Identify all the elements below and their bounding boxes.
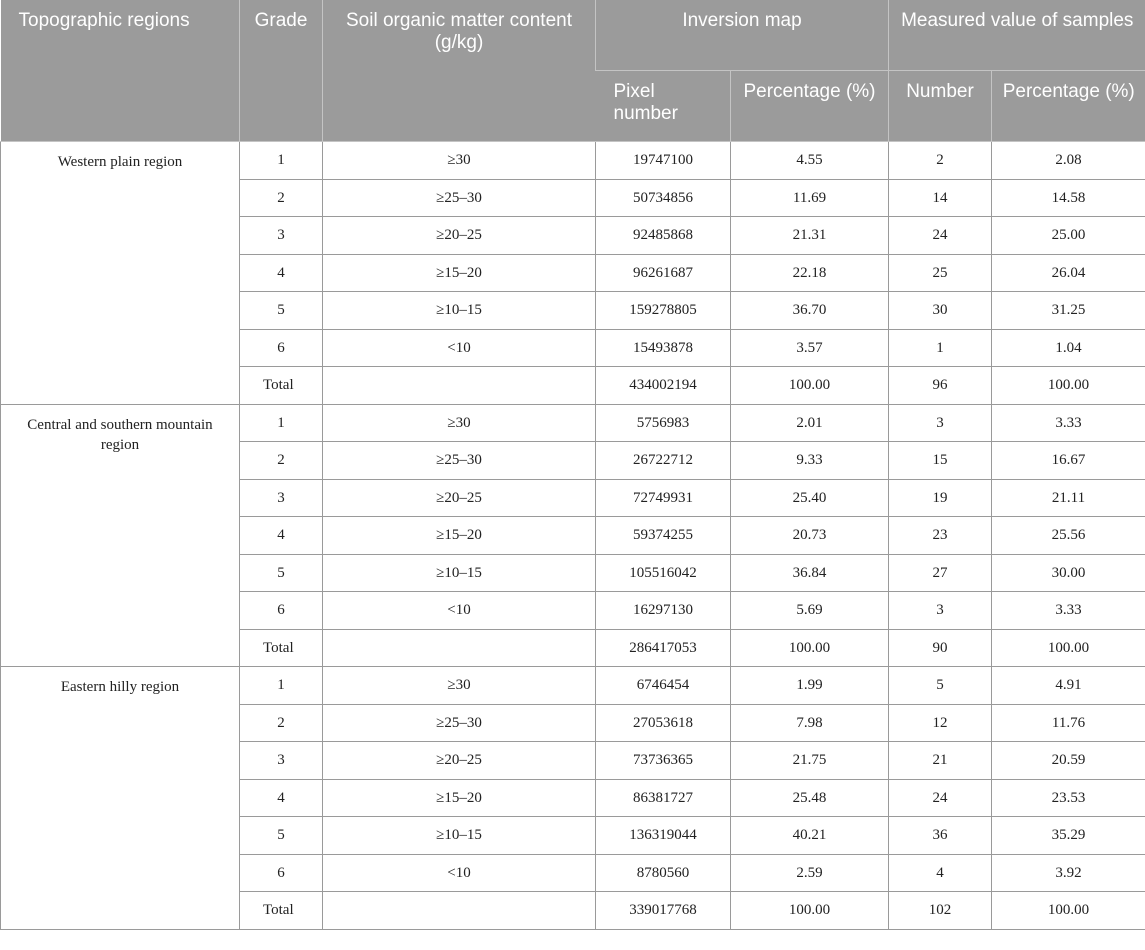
sample-number-cell: 27 — [889, 554, 992, 592]
content-cell: ≥30 — [323, 667, 596, 705]
header-percentage-inversion: Percentage (%) — [731, 71, 889, 142]
pixel-number-cell: 136319044 — [596, 817, 731, 855]
inversion-percentage-cell: 36.84 — [731, 554, 889, 592]
total-label-cell: Total — [240, 629, 323, 667]
pixel-number-cell: 6746454 — [596, 667, 731, 705]
measured-percentage-cell: 4.91 — [992, 667, 1145, 705]
grade-cell: 6 — [240, 329, 323, 367]
total-measured-percentage-cell: 100.00 — [992, 629, 1145, 667]
grade-cell: 2 — [240, 442, 323, 480]
inversion-percentage-cell: 9.33 — [731, 442, 889, 480]
region-name-cell: Central and southern mountain region — [1, 404, 240, 667]
measured-percentage-cell: 25.56 — [992, 517, 1145, 555]
pixel-number-cell: 72749931 — [596, 479, 731, 517]
inversion-percentage-cell: 2.59 — [731, 854, 889, 892]
grade-cell: 6 — [240, 592, 323, 630]
table-row — [1, 667, 1145, 705]
measured-percentage-cell: 23.53 — [992, 779, 1145, 817]
header-grade: Grade — [240, 0, 323, 142]
pixel-number-cell: 159278805 — [596, 292, 731, 330]
header-number: Number — [889, 71, 992, 142]
pixel-number-cell: 59374255 — [596, 517, 731, 555]
inversion-percentage-cell: 1.99 — [731, 667, 889, 705]
inversion-percentage-cell: 11.69 — [731, 179, 889, 217]
grade-cell: 2 — [240, 704, 323, 742]
grade-cell: 1 — [240, 404, 323, 442]
grade-cell: 4 — [240, 517, 323, 555]
pixel-number-cell: 105516042 — [596, 554, 731, 592]
header-pixel-number: Pixel number — [596, 71, 731, 142]
total-content-cell — [323, 892, 596, 930]
pixel-number-cell: 15493878 — [596, 329, 731, 367]
content-cell: ≥25–30 — [323, 704, 596, 742]
grade-cell: 5 — [240, 554, 323, 592]
measured-percentage-cell: 1.04 — [992, 329, 1145, 367]
measured-percentage-cell: 26.04 — [992, 254, 1145, 292]
measured-percentage-cell: 31.25 — [992, 292, 1145, 330]
grade-cell: 4 — [240, 779, 323, 817]
total-sample-number-cell: 90 — [889, 629, 992, 667]
sample-number-cell: 3 — [889, 404, 992, 442]
inversion-percentage-cell: 5.69 — [731, 592, 889, 630]
header-topographic-regions: Topographic regions — [1, 0, 240, 142]
grade-cell: 3 — [240, 479, 323, 517]
sample-number-cell: 24 — [889, 217, 992, 255]
header-measured-value: Measured value of samples — [889, 0, 1145, 71]
total-sample-number-cell: 96 — [889, 367, 992, 405]
header-percentage-measured: Percentage (%) — [992, 71, 1145, 142]
region-name-cell: Western plain region — [1, 142, 240, 405]
measured-percentage-cell: 20.59 — [992, 742, 1145, 780]
sample-number-cell: 3 — [889, 592, 992, 630]
pixel-number-cell: 19747100 — [596, 142, 731, 180]
content-cell: ≥15–20 — [323, 254, 596, 292]
inversion-percentage-cell: 36.70 — [731, 292, 889, 330]
pixel-number-cell: 96261687 — [596, 254, 731, 292]
pixel-number-cell: 73736365 — [596, 742, 731, 780]
inversion-percentage-cell: 7.98 — [731, 704, 889, 742]
content-cell: <10 — [323, 854, 596, 892]
content-cell: <10 — [323, 592, 596, 630]
measured-percentage-cell: 30.00 — [992, 554, 1145, 592]
pixel-number-cell: 86381727 — [596, 779, 731, 817]
sample-number-cell: 21 — [889, 742, 992, 780]
grade-cell: 1 — [240, 667, 323, 705]
measured-percentage-cell: 3.33 — [992, 592, 1145, 630]
sample-number-cell: 30 — [889, 292, 992, 330]
total-inversion-percentage-cell: 100.00 — [731, 367, 889, 405]
total-inversion-percentage-cell: 100.00 — [731, 892, 889, 930]
measured-percentage-cell: 3.92 — [992, 854, 1145, 892]
pixel-number-cell: 26722712 — [596, 442, 731, 480]
total-pixel-number-cell: 434002194 — [596, 367, 731, 405]
content-cell: ≥30 — [323, 142, 596, 180]
grade-cell: 1 — [240, 142, 323, 180]
measured-percentage-cell: 11.76 — [992, 704, 1145, 742]
content-cell: ≥20–25 — [323, 479, 596, 517]
grade-cell: 5 — [240, 292, 323, 330]
total-measured-percentage-cell: 100.00 — [992, 367, 1145, 405]
pixel-number-cell: 27053618 — [596, 704, 731, 742]
sample-number-cell: 12 — [889, 704, 992, 742]
content-cell: ≥10–15 — [323, 554, 596, 592]
content-cell: ≥30 — [323, 404, 596, 442]
measured-percentage-cell: 21.11 — [992, 479, 1145, 517]
sample-number-cell: 19 — [889, 479, 992, 517]
measured-percentage-cell: 25.00 — [992, 217, 1145, 255]
header-som-content: Soil organic matter content (g/kg) — [323, 0, 596, 142]
content-cell: ≥15–20 — [323, 517, 596, 555]
inversion-percentage-cell: 25.40 — [731, 479, 889, 517]
inversion-percentage-cell: 4.55 — [731, 142, 889, 180]
total-measured-percentage-cell: 100.00 — [992, 892, 1145, 930]
content-cell: ≥10–15 — [323, 817, 596, 855]
inversion-percentage-cell: 22.18 — [731, 254, 889, 292]
header-inversion-map: Inversion map — [596, 0, 889, 71]
total-content-cell — [323, 629, 596, 667]
pixel-number-cell: 8780560 — [596, 854, 731, 892]
inversion-percentage-cell: 25.48 — [731, 779, 889, 817]
content-cell: ≥20–25 — [323, 217, 596, 255]
pixel-number-cell: 16297130 — [596, 592, 731, 630]
sample-number-cell: 5 — [889, 667, 992, 705]
table-row — [1, 404, 1145, 442]
total-inversion-percentage-cell: 100.00 — [731, 629, 889, 667]
sample-number-cell: 25 — [889, 254, 992, 292]
total-label-cell: Total — [240, 367, 323, 405]
sample-number-cell: 4 — [889, 854, 992, 892]
content-cell: ≥25–30 — [323, 179, 596, 217]
sample-number-cell: 23 — [889, 517, 992, 555]
measured-percentage-cell: 3.33 — [992, 404, 1145, 442]
measured-percentage-cell: 16.67 — [992, 442, 1145, 480]
grade-cell: 3 — [240, 217, 323, 255]
pixel-number-cell: 50734856 — [596, 179, 731, 217]
inversion-percentage-cell: 40.21 — [731, 817, 889, 855]
total-sample-number-cell: 102 — [889, 892, 992, 930]
grade-cell: 2 — [240, 179, 323, 217]
table-row — [1, 142, 1145, 180]
region-name-cell: Eastern hilly region — [1, 667, 240, 930]
measured-percentage-cell: 2.08 — [992, 142, 1145, 180]
sample-number-cell: 24 — [889, 779, 992, 817]
inversion-percentage-cell: 20.73 — [731, 517, 889, 555]
sample-number-cell: 15 — [889, 442, 992, 480]
pixel-number-cell: 5756983 — [596, 404, 731, 442]
table-body — [1, 142, 1145, 930]
measured-percentage-cell: 35.29 — [992, 817, 1145, 855]
inversion-percentage-cell: 21.75 — [731, 742, 889, 780]
table-header — [1, 0, 1145, 142]
sample-number-cell: 36 — [889, 817, 992, 855]
sample-number-cell: 2 — [889, 142, 992, 180]
measured-percentage-cell: 14.58 — [992, 179, 1145, 217]
total-pixel-number-cell: 339017768 — [596, 892, 731, 930]
content-cell: ≥15–20 — [323, 779, 596, 817]
grade-cell: 3 — [240, 742, 323, 780]
total-content-cell — [323, 367, 596, 405]
content-cell: ≥25–30 — [323, 442, 596, 480]
inversion-percentage-cell: 21.31 — [731, 217, 889, 255]
inversion-percentage-cell: 3.57 — [731, 329, 889, 367]
total-label-cell: Total — [240, 892, 323, 930]
content-cell: ≥10–15 — [323, 292, 596, 330]
content-cell: <10 — [323, 329, 596, 367]
grade-cell: 5 — [240, 817, 323, 855]
sample-number-cell: 14 — [889, 179, 992, 217]
grade-cell: 6 — [240, 854, 323, 892]
sample-number-cell: 1 — [889, 329, 992, 367]
total-pixel-number-cell: 286417053 — [596, 629, 731, 667]
grade-cell: 4 — [240, 254, 323, 292]
content-cell: ≥20–25 — [323, 742, 596, 780]
inversion-percentage-cell: 2.01 — [731, 404, 889, 442]
pixel-number-cell: 92485868 — [596, 217, 731, 255]
